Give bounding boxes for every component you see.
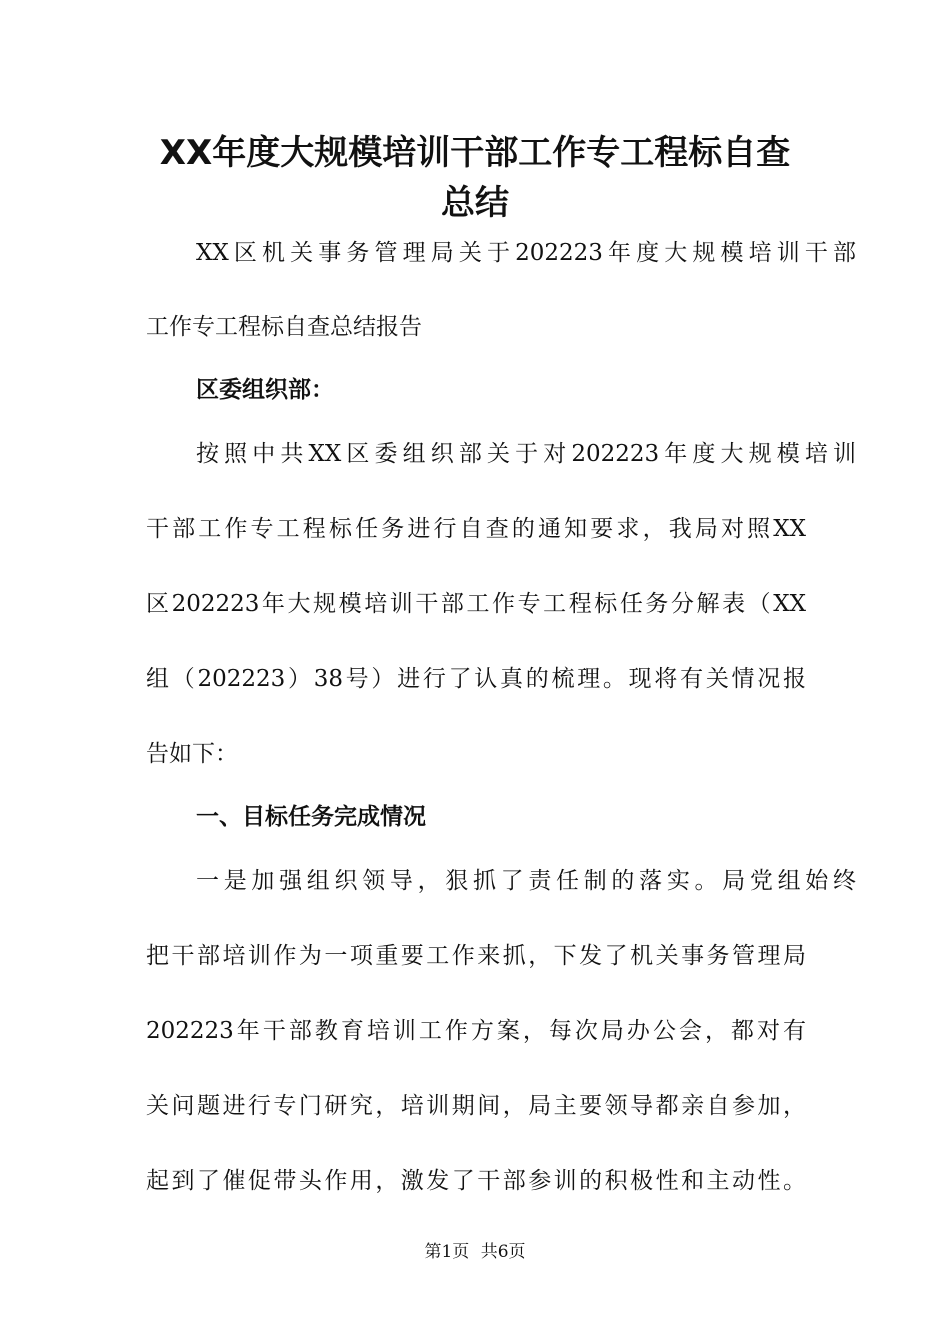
document-title-line-1: XX年度大规模培训干部工作专工程标自查	[159, 133, 791, 173]
section-line-4: 关问题进行专门研究，培训期间，局主要领导都亲自参加，	[146, 1093, 806, 1119]
intro-line-3: 区202223年大规模培训干部工作专工程标任务分解表（XX	[146, 591, 806, 617]
intro-line-5: 告如下：	[146, 741, 238, 767]
section-line-1: 一是加强组织领导，狠抓了责任制的落实。局党组始终	[196, 868, 856, 894]
intro-line-2: 干部工作专工程标任务进行自查的通知要求，我局对照XX	[146, 516, 806, 542]
document-title-line-2: 总结	[441, 183, 509, 223]
page-footer	[0, 1240, 950, 1264]
section-line-5: 起到了催促带头作用，激发了干部参训的积极性和主动性。	[146, 1168, 806, 1194]
subtitle-line-1: XX区机关事务管理局关于202223年度大规模培训干部	[196, 240, 856, 266]
section-line-3: 202223年干部教育培训工作方案，每次局办公会，都对有	[146, 1018, 806, 1044]
intro-line-4: 组（202223）38号）进行了认真的梳理。现将有关情况报	[146, 666, 806, 692]
subtitle-line-2: 工作专工程标自查总结报告	[146, 314, 422, 340]
section-heading: 一、目标任务完成情况	[196, 804, 426, 830]
page-total: 共6页	[480, 1242, 526, 1262]
intro-line-1: 按照中共XX区委组织部关于对202223年度大规模培训	[196, 441, 856, 467]
page-number: 第1页	[424, 1242, 470, 1262]
salutation: 区委组织部：	[196, 377, 334, 403]
section-line-2: 把干部培训作为一项重要工作来抓，下发了机关事务管理局	[146, 943, 806, 969]
